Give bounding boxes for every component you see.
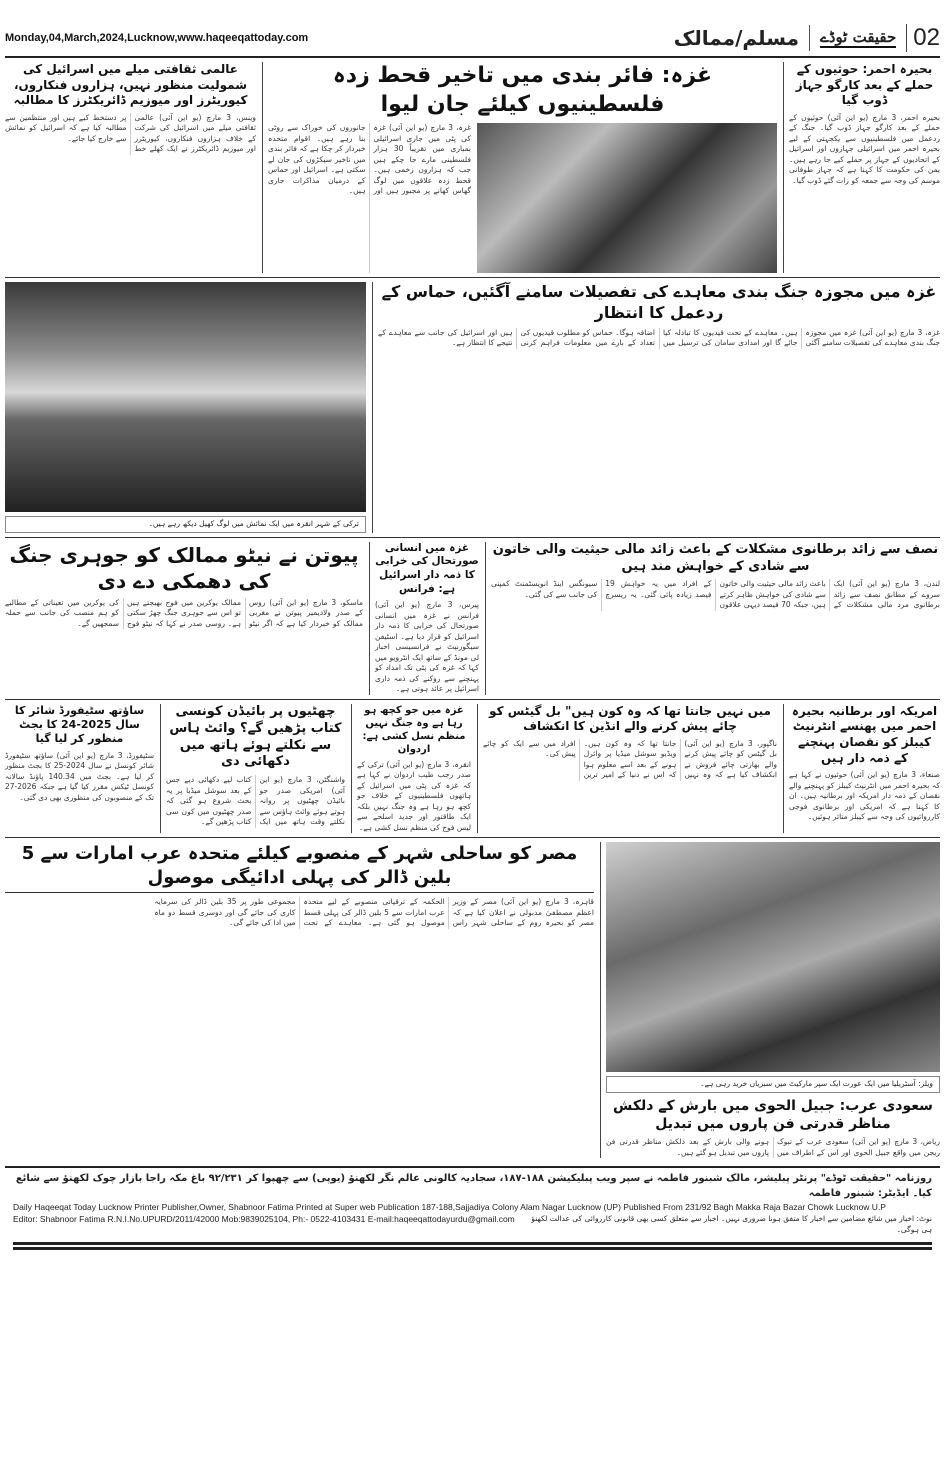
headline-cables: امریکہ اور برطانیہ بحیرہ احمر میں پھنسے انٹرنیٹ کیبلز کو نقصان پہنچنے کے ذمہ دار ہیں xyxy=(791,703,938,765)
article-biden xyxy=(160,704,345,834)
article-saudi-body: ریاض، 3 مارچ (یو این آئی) سعودی عرب کے تبوک ریجن میں واقع جبیل الحوی اور اس کے اطراف میں ہونے والی بارش کے بعد دلکش مناظر قدرتی فن پاروں میں تبدیل ہو گئے ہیں۔ xyxy=(606,1137,940,1157)
gaza-crowd-photo xyxy=(477,123,777,273)
article-france-body: پیرس، 3 مارچ (یو این آئی) فرانس نے غزہ میں انسانی صورتحال کی خرابی کا ذمہ دار اسرائیل کو قرار دیا ہے۔ اسٹیفن سیگورنیٹ نے فرانسیسی اخبار لی مونڈ کے ساتھ ایک انٹرویو میں کہا کہ غزہ کی پٹی تک امداد کو پہنچنے سے روکنے کی ذمہ داری اسرائیل پر عائد ہوتی ہے۔ xyxy=(375,600,480,694)
article-erdogan-body: انقرہ، 3 مارچ (یو این آئی) ترکی کے صدر رجب طیب اردوان نے کہا ہے کہ غزہ کی پٹی میں اسرائیل کے ہاتھوں فلسطینیوں کے خلاف جو کچھ ہو رہا ہے وہ جنگ نہیں بلکہ ایک طاقتور اور جدید اسلحے سے لیس فوج کی منظم نسل کشی ہے۔ xyxy=(357,759,472,832)
article-redsea xyxy=(783,62,940,273)
date-line: Monday,04,March,2024,Lucknow,www.haqeeqattoday.com xyxy=(5,32,309,44)
theatre-photo-block xyxy=(5,282,366,533)
article-ceasefire xyxy=(372,282,940,533)
footer-line2 xyxy=(13,1213,932,1235)
headline-uk-women: نصف سے زائد برطانوی مشکلات کے باعث زائد مالی حیثیت والی خاتون سے شادی کے خواہش مند ہیں xyxy=(492,541,939,574)
footer-editor-line: Editor: Shabnoor Fatima R.N.I.No.UPURD/2011/42000 Mob:9839025104, Ph:- 0522-4103431 E-mail:haqeeqattodayurdu@gmail.com xyxy=(13,1214,515,1225)
headline-biden: چھٹیوں پر بائیڈن کونسی کتاب پڑھیں گے؟ وائٹ ہاس سے نکلتے ہوئے ہاتھ میں دکھائی دی xyxy=(169,703,342,770)
article-uk-women xyxy=(485,542,940,695)
row-middle xyxy=(5,700,940,839)
headline-cultural: عالمی ثقافتی میلے میں اسرائیل کی شمولیت منظور نہیں، ہزاروں فنکاروں، کیوریٹرز اور میوزیم ڈائریکٹرز کا مطالبہ xyxy=(13,62,248,108)
page-number: 02 xyxy=(906,24,940,52)
main-headline: غزہ: فائر بندی میں تاخیر قحط زدہ فلسطینیوں کیلئے جان لیوا xyxy=(332,63,713,117)
theatre-caption: ترکی کے شہر انقرہ میں ایک نمائش میں لوگ کھیل دیکھ رہے ہیں۔ xyxy=(5,516,366,533)
article-uk-women-body: لندن، 3 مارچ (یو این آئی) ایک سروے کے مطابق نصف سے زائد برطانوی مرد مالی مشکلات کے باعث زائد مالی حیثیت والی خاتون سے شادی کی خواہش ظاہر کرتے ہیں، جبکہ 70 فیصد دیہی علاقوں کے افراد میں یہ خواہش 19 فیصد زیادہ پائی گئی۔ یہ ریسرچ سیونگس اینڈ انویسٹمنٹ کمپنی کی جانب سے کی گئی۔ xyxy=(491,579,940,610)
article-budget-body: سٹیفورڈ، 3 مارچ (یو این آئی) ساؤتھ سٹیفورڈ شائر کونسل نے سال 2024-25 کا بجٹ منظور کر لیا ہے۔ بجٹ میں 140.34 پاؤنڈ سالانہ کونسل ٹیکس مقرر کیا گیا ہے جبکہ 2026-27 تک کے منصوبوں کی منظوری بھی دی گئی۔ xyxy=(5,750,154,802)
theatre-photo xyxy=(5,282,366,512)
article-erdogan xyxy=(351,704,471,834)
headline-france: غزہ میں انسانی صورتحال کی خرابی کا ذمہ دار اسرائیل ہے: فرانس xyxy=(375,541,479,595)
divider xyxy=(809,25,810,51)
market-photo xyxy=(606,842,940,1072)
article-redsea-body: بحیرہ احمر، 3 مارچ (یو این آئی) حوثیوں کے حملے کے بعد کارگو جہاز ڈوب گیا۔ جنگ کے ردعمل میں فلسطینیوں سے یکجہتی کے لیے بحیرہ احمر میں اسرائیلی جہازوں اور اسرائیل کے اتحادیوں کے جہاز پر حملے کیے جا رہے ہیں۔ یمن کی حکومت کا کہنا ہے کہ جہاز طوفانی موسم کی وجہ سے جمعہ کو رات گئے ڈوب گیا۔ xyxy=(789,112,941,185)
masthead xyxy=(5,0,940,58)
row-top xyxy=(5,58,940,278)
article-billgates-body: ناگپور، 3 مارچ (یو این آئی) بل گیٹس کو چائے پیش کرنے والے بھارتی چائے فروش نے انکشاف کیا ہے کہ وہ نہیں جانتا تھا کہ وہ کون ہیں۔ ویڈیو سوشل میڈیا پر وائرل ہونے کے بعد اسے معلوم ہوا کہ اس نے دنیا کے امیر ترین افراد میں سے ایک کو چائے پیش کی۔ xyxy=(483,738,777,780)
headline-ceasefire: غزہ میں مجوزہ جنگ بندی معاہدے کی تفصیلات سامنے آگئیں، حماس کے ردعمل کا انتظار xyxy=(381,282,937,322)
article-egypt xyxy=(5,842,594,1158)
masthead-right xyxy=(674,24,940,52)
footer-note: نوٹ: اخبار میں شائع مضامین سے اخبار کا متفق ہونا ضروری نہیں۔ اخبار سے متعلق کسی بھی قانونی کارروائی کی عدالت لکھنؤ ہی ہوگی۔ xyxy=(531,1214,932,1235)
section-title: مسلم/ممالک xyxy=(673,26,799,50)
newspaper-logo: حقیقت ٹوڈے xyxy=(819,28,897,46)
footer-imprint-urdu: روزنامہ "حقیقت ٹوڈے" پرنٹر پبلیشر، مالک شبنور فاطمہ نے سپر ویب پبلیکیشن ۱۸۸-۱۸۷، سجادیہ کالونی عالم نگر لکھنؤ (یوپی) سے چھپوا کر ۹۲/۲۳۱ باغ مکہ راجا بازار چوک لکھنؤ سے شائع کیا۔ ایڈیٹر: شبنور فاطمہ xyxy=(15,1173,932,1200)
article-putin-body: ماسکو، 3 مارچ (یو این آئی) روس کے صدر ولادیمیر پیوتن نے مغربی ممالک کو خبردار کیا ہے کہ اگر نیٹو ممالک یوکرین میں فوج بھیجتے ہیں تو اس سے جوہری جنگ چھڑ سکتی ہے۔ روسی صدر نے کہا کہ نیٹو فوج کی یوکرین میں تعیناتی کے مطالبے کو ہم منصب کی جانب سے حملہ سمجھیں گے۔ xyxy=(5,597,363,628)
article-ceasefire-body: غزہ، 3 مارچ (یو این آئی) غزہ میں مجوزہ جنگ بندی معاہدے کی تفصیلات سامنے آگئی ہیں۔ معاہدے کے تحت قیدیوں کا تبادلہ کیا جائے گا اور امدادی سامان کی ترسیل میں اضافہ ہوگا۔ حماس کو مطلوب قیدیوں کی تعداد کے بارے میں معلومات فراہم کرنی ہیں اور اسرائیل کی جانب سے معاہدے کے نتیجے کا انتظار ہے۔ xyxy=(378,327,941,348)
row-bottom xyxy=(5,838,940,1162)
market-and-saudi xyxy=(600,842,940,1158)
article-france xyxy=(369,542,479,695)
article-cultural-body: وینس، 3 مارچ (یو این آئی) عالمی ثقافتی میلے میں اسرائیل کی شرکت کے خلاف ہزاروں فنکاروں، کیوریٹرز اور میوزیم ڈائریکٹرز نے ایک کھلے خط پر دستخط کیے ہیں اور منتظمین سے مطالبہ کیا ہے کہ اسرائیل کو نمائش سے خارج کیا جائے۔ xyxy=(5,112,256,154)
article-main xyxy=(262,62,777,273)
footer xyxy=(5,1166,940,1238)
footer-imprint-english: Daily Haqeeqat Today Lucknow Printer Publisher,Owner, Shabnoor Fatima Printed at Super web Publication 187-188,Sajjadiya Colony Alam Nagar Lucknow (UP) Published From 231/92 Bagh Makka Raja Bazar Chowk Lucknow U.P xyxy=(13,1202,886,1213)
article-budget xyxy=(5,704,154,834)
headline-saudi: سعودی عرب: جبیل الحوی میں بارش کے دلکش مناظر قدرتی فن پاروں میں تبدیل xyxy=(613,1097,933,1132)
article-billgates xyxy=(477,704,777,834)
headline-billgates: میں نہیں جانتا تھا کہ وہ کون ہیں" بل گیٹس کو چائے پیش کرنے والے انڈین کا انکشاف xyxy=(489,703,771,734)
article-egypt-body: قاہرہ، 3 مارچ (یو این آئی) مصر کے وزیر اعظم مصطفیٰ مدبولی نے اعلان کیا ہے کہ مصر کو بحیرہ روم کے ساحلی شہر راس الحکمہ کے ترقیاتی منصوبے کے لیے متحدہ عرب امارات سے 5 بلین ڈالر کی پہلی قسط موصول ہو گئی ہے۔ معاہدے کے تحت مجموعی طور پر 35 بلین ڈالر کی سرمایہ کاری کی جائے گی اور دوسری قسط دو ماہ میں ادا کی جائے گی۔ xyxy=(154,897,595,928)
headline-egypt: مصر کو ساحلی شہر کے منصوبے کیلئے متحدہ عرب امارات سے 5 بلین ڈالر کی پہلی ادائیگی موصول xyxy=(5,842,594,893)
main-content xyxy=(268,123,777,273)
headline-redsea: بحیرہ احمر: حوثیوں کے حملے کے بعد کارگو جہاز ڈوب گیا xyxy=(795,62,934,108)
article-biden-body: واشنگٹن، 3 مارچ (یو این آئی) امریکی صدر جو بائیڈن چھٹیوں پر روانہ ہوتے ہوئے وائٹ ہاؤس سے نکلتے وقت ہاتھ میں ایک کتاب لیے دکھائی دیے جس کے بعد سوشل میڈیا پر یہ بحث شروع ہو گئی کہ صدر چھٹیوں میں کون سی کتاب پڑھیں گے۔ xyxy=(166,775,346,827)
article-cables-body: صنعاء، 3 مارچ (یو این آئی) حوثیوں نے کہا ہے کہ بحیرہ احمر میں انٹرنیٹ کیبلز کو پہنچنے والے نقصان کے ذمہ دار امریکہ اور برطانیہ ہیں۔ ان کا کہنا ہے کہ امریکی اور برطانوی فوجی کارروائیوں کی وجہ سے کیبلز متاثر ہوئیں۔ xyxy=(789,770,940,822)
article-putin xyxy=(5,542,363,695)
headline-erdogan: غزہ میں جو کچھ ہو رہا ہے وہ جنگ نہیں منظم نسل کشی ہے: اردوان xyxy=(362,704,466,755)
headline-budget: ساؤتھ سٹیفورڈ شائر کا سال 2025-24 کا بجٹ منظور کر لیا گیا xyxy=(14,703,145,746)
row-ceasefire xyxy=(5,278,940,538)
market-caption: ویلز: آسٹریلیا میں ایک عورت ایک سپر مارکیٹ میں سبزیاں خرید رہی ہے۔ xyxy=(606,1076,940,1093)
headline-putin: پیوتن نے نیٹو ممالک کو جوہری جنگ کی دھمکی دے دی xyxy=(9,542,359,593)
article-main-body: غزہ، 3 مارچ (یو این آئی) غزہ کی پٹی میں جاری اسرائیلی بمباری میں تقریباً 30 ہزار فلسطینی مارے جا چکے ہیں جب کہ ہزاروں زخمی ہیں۔ قحط زدہ علاقوں میں لوگ گھاس کھانے پر مجبور ہیں اور جانوروں کی خوراک سے روٹی بنا رہے ہیں۔ اقوام متحدہ خبردار کر چکا ہے کہ فائر بندی میں تاخیر سیکڑوں کی جان لے سکتی ہے۔ اسرائیل اور حماس کے درمیان مذاکرات جاری ہیں۔ xyxy=(268,123,471,196)
article-cables xyxy=(783,704,940,834)
article-cultural xyxy=(5,62,256,273)
footer-double-rule xyxy=(13,1242,932,1250)
row-putin xyxy=(5,538,940,700)
